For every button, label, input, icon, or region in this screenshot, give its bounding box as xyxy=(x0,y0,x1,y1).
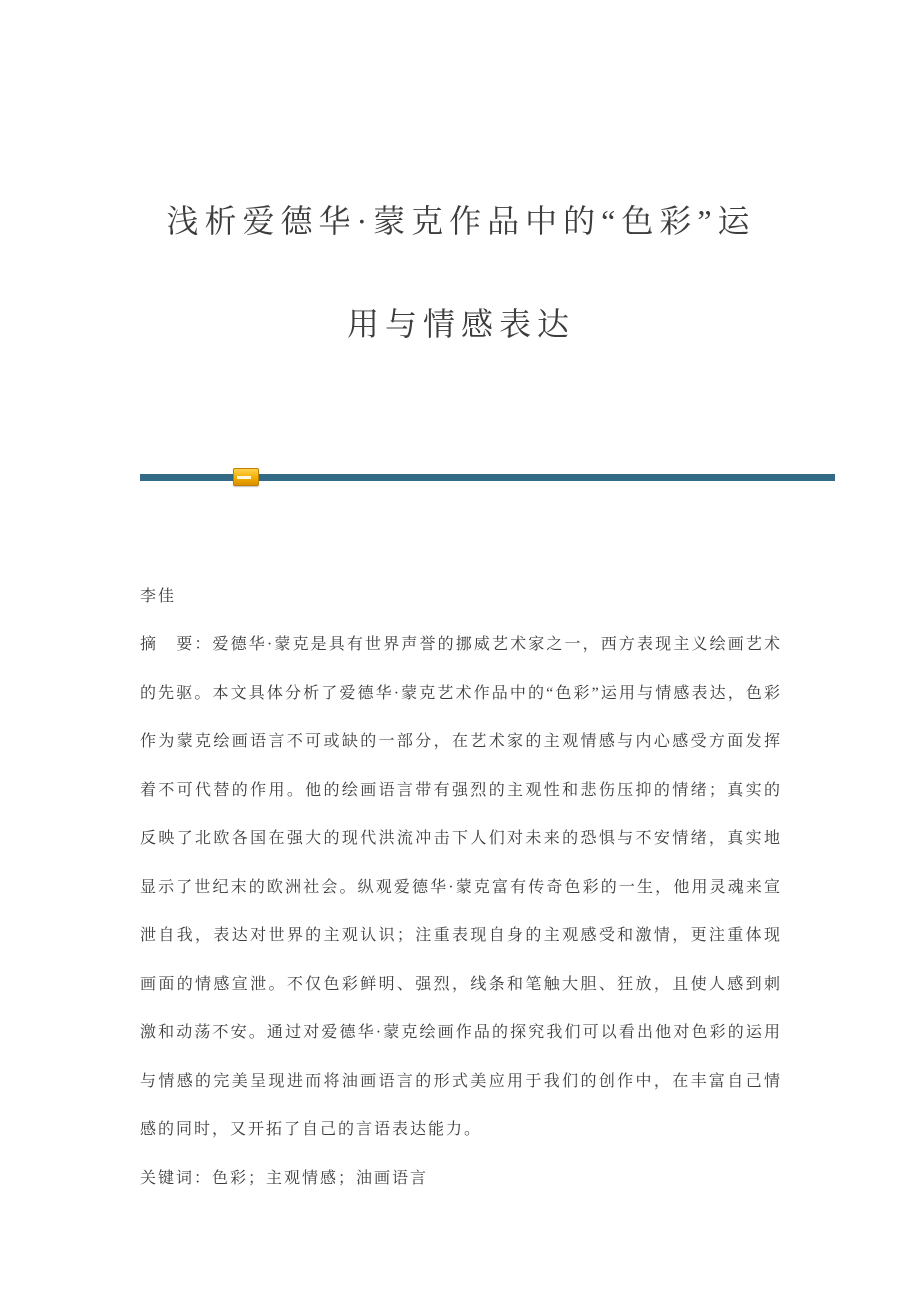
title-line-2: 用与情感表达 xyxy=(346,306,575,342)
envelope-icon xyxy=(233,468,259,486)
abstract-paragraph: 摘 要：爱德华·蒙克是具有世界声誉的挪威艺术家之一，西方表现主义绘画艺术的先驱。本文具体分析了爱德华·蒙克艺术作品中的“色彩”运用与情感表达，色彩作为蒙克绘画语言不可或缺的一部分，在艺术家的主观情感与内心感受方面发挥着不可代替的作用。他的绘画语言带有强烈的主观性和悲伤压抑的情绪；真实的反映了北欧各国在强大的现代洪流冲击下人们对未来的恐惧与不安情绪，真实地显示了世纪末的欧洲社会。纵观爱德华·蒙克富有传奇色彩的一生，他用灵魂来宣泄自我，表达对世界的主观认识；注重表现自身的主观感受和激情，更注重体现画面的情感宣泄。不仅色彩鲜明、强烈，线条和笔触大胆、狂放，且使人感到刺激和动荡不安。通过对爱德华·蒙克绘画作品的探究我们可以看出他对色彩的运用与情感的完美呈现进而将油画语言的形式美应用于我们的创作中，在丰富自己情感的同时，又开拓了自己的言语表达能力。 xyxy=(140,636,782,1138)
document-title xyxy=(140,170,782,376)
title-line-1: 浅析爱德华·蒙克作品中的“色彩”运 xyxy=(166,203,756,239)
author-name: 李佳 xyxy=(140,588,177,605)
section-divider xyxy=(140,474,835,481)
keywords-line: 关键词：色彩；主观情感；油画语言 xyxy=(140,1169,429,1187)
